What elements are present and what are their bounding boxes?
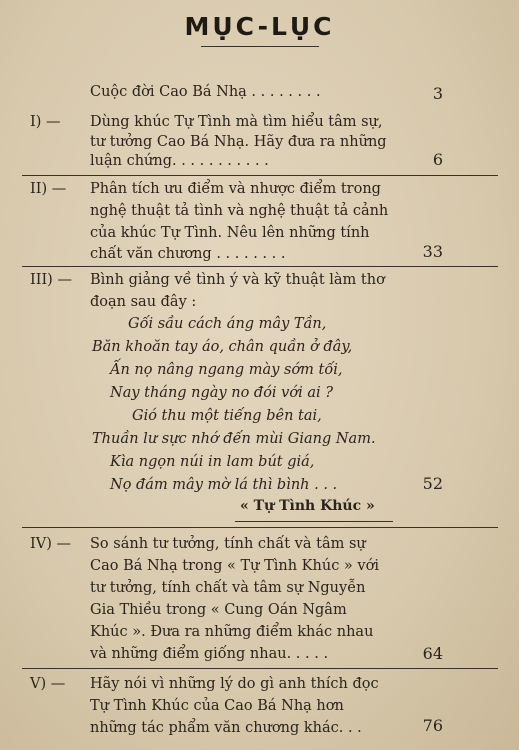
verse-line-4: Gió thu một tiếng bên tai, xyxy=(132,408,322,424)
entry-5-line-2: những tác phẩm văn chương khác. . . xyxy=(90,720,362,736)
entry-1-line-1: tư tưởng Cao Bá Nhạ. Hãy đưa ra những xyxy=(90,134,387,150)
verse-line-0: Gối sầu cách áng mây Tần, xyxy=(128,316,327,332)
entry-2-page: 33 xyxy=(422,242,443,261)
verse-line-2: Ấn nọ nâng ngang mày sớm tối, xyxy=(110,362,343,378)
entry-4-line-0: So sánh tư tưởng, tính chất và tâm sự xyxy=(90,536,366,552)
separator-4 xyxy=(22,668,498,669)
entry-3-page: 52 xyxy=(422,474,443,493)
separator-2 xyxy=(22,266,498,267)
entry-4-line-3: Gia Thiều trong « Cung Oán Ngâm xyxy=(90,602,347,618)
entry-0-page: 3 xyxy=(432,84,443,103)
entry-1-page: 6 xyxy=(432,150,443,169)
entry-5-label: V) — xyxy=(30,676,66,692)
source-caption: « Tự Tình Khúc » xyxy=(240,498,375,514)
entry-2-label: II) — xyxy=(30,181,67,197)
entry-2-line-0: Phân tích ưu điểm và nhược điểm trong xyxy=(90,181,381,197)
entry-5-line-0: Hãy nói vì những lý do gì anh thích đọc xyxy=(90,676,379,692)
entry-3-line-0: Bình giảng về tình ý và kỹ thuật làm thơ xyxy=(90,272,385,288)
verse-line-7: Nọ đám mây mờ lá thì bình . . . xyxy=(110,477,338,493)
entry-4-line-2: tư tưởng, tính chất và tâm sự Nguyễn xyxy=(90,580,366,596)
entry-4-line-4: Khúc ». Đưa ra những điểm khác nhau xyxy=(90,624,374,640)
entry-1-line-2: luận chứng. . . . . . . . . . . xyxy=(90,153,269,169)
entry-4-label: IV) — xyxy=(30,536,71,552)
entry-3-line-1: đoạn sau đây : xyxy=(90,294,197,310)
entry-3-label: III) — xyxy=(30,272,72,288)
entry-4-line-1: Cao Bá Nhạ trong « Tự Tình Khúc » với xyxy=(90,558,379,574)
entry-2-line-2: của khúc Tự Tình. Nêu lên những tính xyxy=(90,225,370,241)
verse-line-5: Thuần lư sực nhớ đến mùi Giang Nam. xyxy=(92,431,376,447)
entry-2-line-3: chất văn chương . . . . . . . . xyxy=(90,246,286,262)
separator-1 xyxy=(22,175,498,176)
entry-1-line-0: Dùng khúc Tự Tình mà tìm hiểu tâm sự, xyxy=(90,114,383,130)
verse-line-1: Băn khoăn tay áo, chân quần ở đây, xyxy=(92,339,353,355)
verse-line-3: Nay tháng ngày no đói với ai ? xyxy=(110,385,334,401)
entry-5-page: 76 xyxy=(422,716,443,735)
entry-4-line-5: và những điểm giống nhau. . . . . xyxy=(90,646,329,662)
entry-5-line-1: Tự Tình Khúc của Cao Bá Nhạ hơn xyxy=(90,698,344,714)
entry-2-line-1: nghệ thuật tả tình và nghệ thuật tả cảnh xyxy=(90,203,389,219)
separator-3 xyxy=(22,527,498,528)
verse-line-6: Kìa ngọn núi in lam bút giá, xyxy=(110,454,315,470)
entry-0-line-0: Cuộc đời Cao Bá Nhạ . . . . . . . . xyxy=(90,84,321,100)
entry-4-page: 64 xyxy=(422,644,443,663)
entry-1-label: I) — xyxy=(30,114,61,130)
caption-underline xyxy=(235,521,393,522)
title-underline xyxy=(201,46,319,47)
page-title: MỤC-LỤC xyxy=(184,12,335,41)
